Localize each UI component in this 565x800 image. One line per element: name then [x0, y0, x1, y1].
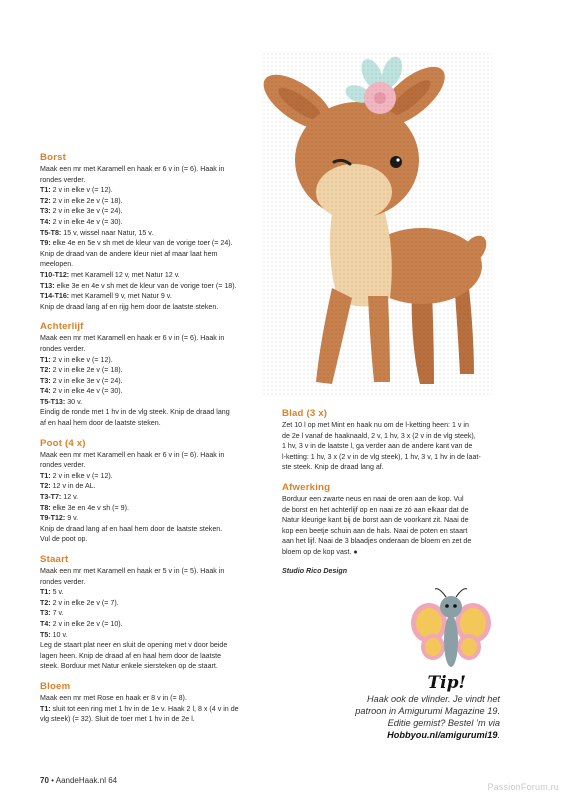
instruction-line — [40, 619, 272, 630]
instruction-text: rondes verder. — [40, 344, 86, 353]
instruction-text: Maak een mr met Karamell en haak er 6 v in (= 6). Haak in — [40, 165, 225, 173]
section-staart — [40, 553, 272, 672]
instruction-line — [282, 526, 518, 537]
instruction-text: Knip de draad van de andere kleur niet af maar laat hem — [40, 249, 218, 258]
section-title: Afwerking — [282, 481, 331, 493]
round-label: T2: — [40, 366, 51, 375]
round-label: T4: — [40, 387, 51, 396]
design-credit: Studio Rico Design — [282, 566, 348, 575]
instruction-line — [40, 460, 272, 471]
page-footer — [40, 776, 117, 785]
instruction-line — [40, 333, 272, 344]
instruction-line — [282, 420, 518, 431]
instruction-line — [40, 587, 272, 598]
instruction-text: 15 v, wissel naar Natur, 15 v. — [61, 228, 154, 237]
instruction-text: Eindig de ronde met 1 hv in de vlg steek. Knip de draad lang — [40, 408, 230, 417]
instruction-text: 2 v in elke v (= 12). — [50, 471, 113, 480]
section-title: Borst — [40, 152, 67, 163]
tip-link-suffix: . — [497, 730, 500, 740]
instruction-text: 2 v in elke 3e v (= 24). — [50, 207, 123, 216]
instruction-line — [40, 397, 272, 408]
instruction-text: kop een beetje schuin aan de hals. Naai de poten en staart — [282, 526, 468, 535]
instruction-line — [40, 228, 272, 239]
section-title: Bloem — [40, 680, 71, 692]
round-label: T9-T12: — [40, 514, 66, 523]
instruction-line — [282, 431, 518, 442]
instruction-line — [40, 534, 272, 545]
tip-box — [300, 673, 500, 741]
tip-line-3: Editie gemist? Bestel ’m via — [387, 718, 500, 728]
instruction-text: 2 v in elke 2e v (= 18). — [50, 196, 123, 205]
round-label: T3-T7: — [40, 493, 62, 502]
instruction-text: bloem op de kop vast. ● — [282, 547, 358, 556]
instruction-line — [40, 471, 272, 482]
instruction-line — [40, 206, 272, 217]
instruction-text: sluit tot een ring met 1 hv in de 1e v. Haak 2 l, 8 x (4 v in de — [50, 704, 239, 713]
tip-link[interactable]: Hobbyou.nl/amigurumi19 — [387, 730, 498, 740]
instruction-text: Knip de draad lang af en rijg hem door de laatste steken. — [40, 302, 219, 311]
instruction-text: 12 v. — [61, 493, 79, 502]
instruction-line — [282, 536, 518, 547]
instruction-line — [40, 524, 272, 535]
instruction-line — [40, 640, 272, 651]
instruction-line — [40, 164, 272, 175]
instruction-text: 2 v in elke 2e v (= 10). — [50, 619, 123, 628]
instruction-line — [282, 505, 518, 516]
tip-line-2: patroon in Amigurumi Magazine 19. — [355, 706, 500, 716]
section-title: Blad (3 x) — [282, 408, 328, 419]
instruction-text: elke 3e en 4e v sh (= 9). — [50, 503, 129, 512]
instruction-text: 7 v. — [50, 609, 64, 618]
round-label: T5-T8: — [40, 228, 62, 237]
instruction-line — [40, 238, 272, 249]
instruction-text: 1 hv, 3 v in de laatste l, ga verder aan de andere kant van de — [282, 442, 473, 451]
instruction-text: 2 v in elke 4e v (= 30). — [50, 217, 123, 226]
instruction-text: lagen heen. Knip de draad af en haal hem door de laatste — [40, 651, 222, 660]
instruction-text: met Karamell 9 v, met Natur 9 v. — [69, 292, 172, 301]
instruction-text: 10 v. — [50, 630, 68, 639]
instruction-line — [40, 270, 272, 281]
instruction-text: 2 v in elke 4e v (= 30). — [50, 387, 123, 396]
instruction-line — [40, 249, 272, 260]
instruction-text: meelopen. — [40, 260, 74, 269]
instruction-text: elke 4e en 5e v sh met de kleur van de vorige toer (= 24). — [50, 239, 233, 248]
instruction-line — [40, 365, 272, 376]
instruction-line — [40, 291, 272, 302]
section-bloem — [40, 680, 272, 725]
instruction-line — [40, 513, 272, 524]
publication-name: AandeHaak.nl 64 — [55, 776, 118, 785]
round-label: T2: — [40, 598, 51, 607]
round-label: T14-T16: — [40, 292, 70, 301]
round-label: T4: — [40, 619, 51, 628]
instruction-line — [40, 492, 272, 503]
instruction-line — [40, 661, 272, 672]
watermark: PassionForum.ru — [487, 782, 559, 792]
tip-heading: Tip! — [427, 673, 466, 693]
instruction-line — [282, 547, 518, 558]
instruction-text: Leg de staart plat neer en sluit de opening met v door beide — [40, 641, 228, 650]
round-label: T1: — [40, 355, 51, 364]
instruction-text: elke 3e en 4e v sh met de kleur van de vorige toer (= 18). — [54, 281, 237, 290]
round-label: T2: — [40, 196, 51, 205]
round-label: T3: — [40, 207, 51, 216]
instruction-line — [282, 462, 518, 473]
instruction-line — [40, 481, 272, 492]
round-label: T5-T13: — [40, 397, 66, 406]
instruction-line — [40, 376, 272, 387]
instruction-text: 5 v. — [50, 588, 64, 597]
instruction-line — [40, 714, 272, 725]
round-label: T4: — [40, 217, 51, 226]
left-column — [40, 151, 272, 733]
section-poot-4-x — [40, 437, 272, 545]
instruction-line — [40, 651, 272, 662]
section-achterlijf — [40, 320, 272, 428]
instruction-text: met Karamell 12 v, met Natur 12 v. — [69, 270, 180, 279]
instruction-line — [40, 217, 272, 228]
instruction-line — [282, 441, 518, 452]
instruction-line — [40, 196, 272, 207]
round-label: T1: — [40, 471, 51, 480]
instruction-text: af en haal hem door de laatste steken. — [40, 419, 161, 428]
instruction-line — [40, 185, 272, 196]
instruction-line — [40, 407, 272, 418]
instruction-text: 2 v in elke 2e v (= 18). — [50, 366, 123, 375]
round-label: T5: — [40, 630, 51, 639]
instruction-line — [40, 598, 272, 609]
instruction-text: aan het lijf. Naai de 3 blaadjes onderaan de bloem en zet de — [282, 537, 472, 546]
instruction-line — [282, 515, 518, 526]
instruction-text: 2 v in elke 2e v (= 7). — [50, 598, 119, 607]
instruction-line — [40, 344, 272, 355]
instruction-line — [40, 302, 272, 313]
round-label: T10-T12: — [40, 270, 70, 279]
instruction-text: Maak een mr met Karamell en haak er 6 v in (= 6). Haak in — [40, 450, 225, 459]
instruction-text: Maak een mr met Karamell en haak er 6 v in (= 6). Haak in — [40, 334, 225, 343]
instruction-line — [40, 577, 272, 588]
instruction-line — [40, 608, 272, 619]
section-afwerking — [282, 481, 518, 558]
butterfly-amigurumi-image — [405, 585, 497, 677]
instruction-text: rondes verder. — [40, 175, 86, 184]
instruction-line — [40, 259, 272, 270]
instruction-text: vlg steek) (= 32). Sluit de toer met 1 hv in de 2e l. — [40, 715, 195, 724]
instruction-text: Borduur een zwarte neus en naai de oren aan de kop. Vul — [282, 494, 464, 503]
instruction-text: Natur kleurige kant bij de borst aan de voorkant zit. Naai de — [282, 516, 469, 525]
round-label: T3: — [40, 376, 51, 385]
instruction-text: Maak een mr met Karamell en haak er 5 v in (= 5). Haak in — [40, 567, 225, 575]
instruction-line — [40, 386, 272, 397]
instruction-text: Zet 10 l op met Mint en haak nu om de l-ketting heen: 1 v in — [282, 421, 469, 429]
section-title: Achterlijf — [40, 321, 84, 333]
round-label: T9: — [40, 239, 51, 248]
instruction-text: 12 v in de AL. — [50, 482, 96, 491]
instruction-text: 9 v. — [65, 514, 79, 523]
instruction-line — [282, 452, 518, 463]
instruction-line — [282, 494, 518, 505]
instruction-text: Knip de draad lang af en haal hem door de laatste steken. — [40, 524, 223, 533]
instruction-text: 2 v in elke v (= 12). — [50, 355, 113, 364]
tip-line-1: Haak ook de vlinder. Je vindt het — [367, 694, 500, 704]
instruction-line — [40, 175, 272, 186]
instruction-text: Vul de poot op. — [40, 535, 88, 544]
instruction-text: 2 v in elke v (= 12). — [50, 186, 113, 195]
right-sections — [282, 407, 518, 558]
instruction-text: rondes verder. — [40, 461, 86, 470]
instruction-line — [40, 704, 272, 715]
instruction-line — [40, 503, 272, 514]
section-blad-3-x — [282, 407, 518, 473]
tip-line-4 — [300, 729, 500, 741]
instruction-text: 30 v. — [65, 397, 83, 406]
instruction-text: de 2e l vanaf de haaknaald, 2 v, 1 hv, 3 x (2 v in de vlg steek), — [282, 431, 476, 440]
deer-amigurumi-image — [262, 52, 492, 397]
round-label: T3: — [40, 609, 51, 618]
instruction-line — [40, 566, 272, 577]
instruction-line — [40, 281, 272, 292]
instruction-line — [40, 355, 272, 366]
round-label: T2: — [40, 482, 51, 491]
section-title: Staart — [40, 554, 69, 565]
round-label: T1: — [40, 704, 51, 713]
instruction-text: rondes verder. — [40, 577, 86, 586]
right-column — [282, 407, 518, 576]
instruction-line — [40, 418, 272, 429]
instruction-text: de borst en het achterlijf op en naai ze zó aan elkaar dat de — [282, 505, 469, 514]
round-label: T13: — [40, 281, 55, 290]
footer-bullet: • — [51, 776, 54, 785]
instruction-text: l-ketting: 1 hv, 3 x (2 v in de vlg steek), 1 hv, 3 v, 1 hv in de laat- — [282, 452, 481, 461]
instruction-line — [40, 630, 272, 641]
instruction-text: ste steek. Knip de draad lang af. — [282, 463, 384, 472]
section-title: Poot (4 x) — [40, 437, 86, 449]
section-borst — [40, 151, 272, 312]
round-label: T1: — [40, 588, 51, 597]
page-number: 70 — [40, 776, 49, 785]
instruction-line — [40, 450, 272, 461]
instruction-text: Maak een mr met Rose en haak er 8 v in (= 8). — [40, 693, 187, 702]
instruction-text: 2 v in elke 3e v (= 24). — [50, 376, 123, 385]
round-label: T8: — [40, 503, 51, 512]
instruction-text: steek. Borduur met Natur enkele siersteken op de staart. — [40, 662, 218, 671]
round-label: T1: — [40, 186, 51, 195]
instruction-line — [40, 693, 272, 704]
